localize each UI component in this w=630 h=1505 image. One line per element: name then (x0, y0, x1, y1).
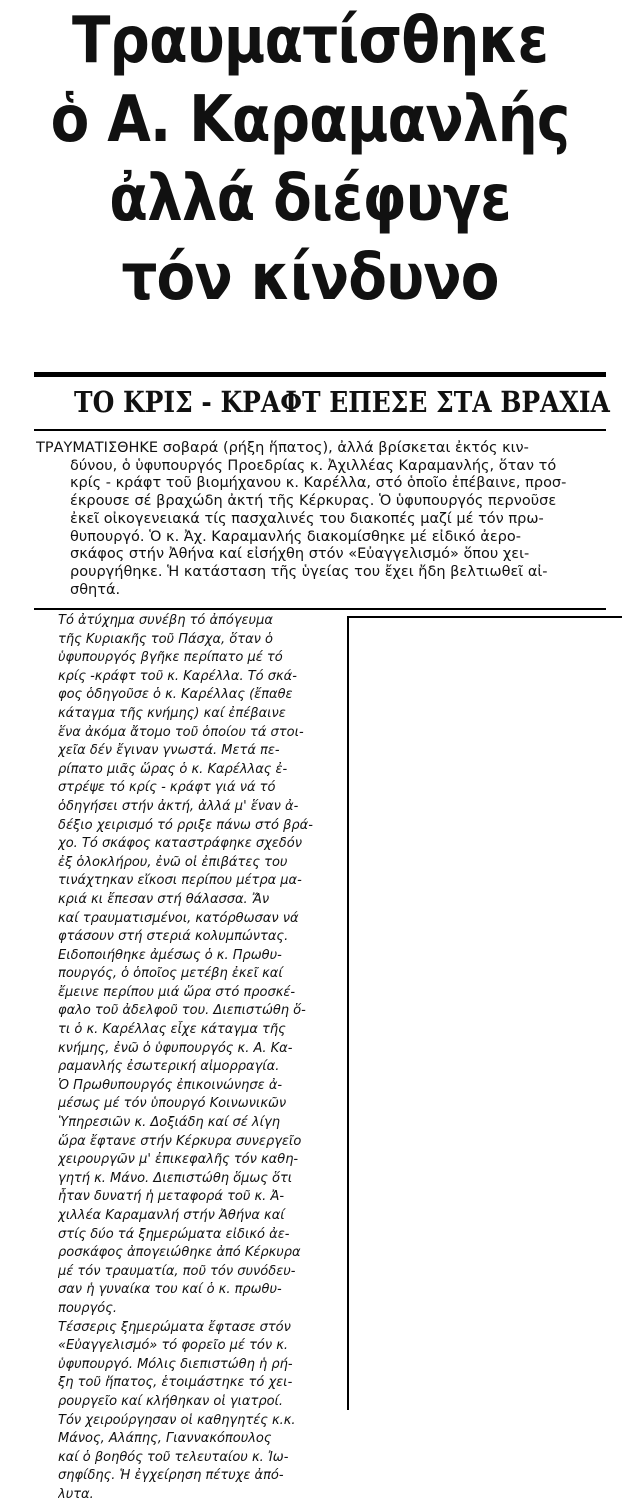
body-line: σηφίδης. Ἡ ἐγχείρηση πέτυχε ἀπό- (58, 1468, 284, 1484)
body-line: ἕνα ἀκόμα ἄτομο τοῦ ὁποίου τά στοι- (58, 724, 304, 740)
body-line: ρουργεῖο καί κλήθηκαν οἱ γιατροί. (58, 1393, 284, 1409)
adjacent-column-border (347, 616, 622, 1410)
lead-paragraph (36, 440, 608, 599)
subheadline: ΤΟ ΚΡΙΣ - ΚΡΑΦΤ ΕΠΕΣΕ ΣΤΑ ΒΡΑΧΙΑ (74, 385, 610, 419)
headline (46, 2, 574, 318)
body-line: ἔμεινε περίπου μιά ὥρα στό προσκέ- (58, 984, 296, 1000)
body-line: φαλο τοῦ ἀδελφοῦ του. Διεπιστώθη ὅ- (58, 1003, 306, 1019)
section-rule (34, 608, 606, 610)
headline-line: Τραυματίσθηκε (71, 4, 549, 78)
body-line: Τέσσερις ξημερώματα ἔφτασε στόν (58, 1319, 291, 1335)
body-line: χεῖα δέν ἔγιναν γνωστά. Μετά πε- (58, 743, 280, 759)
body-line: Ὑπηρεσιῶν κ. Δοξιάδη καί σέ λίγη (58, 1115, 280, 1131)
body-line: σαν ἡ γυναίκα του καί ὁ κ. πρωθυ- (58, 1282, 282, 1298)
body-line: Ὁ Πρωθυπουργός ἐπικοινώνησε ἀ- (58, 1077, 283, 1093)
body-column (58, 612, 338, 1505)
body-line: στίς δύο τά ξημερώματα εἰδικό ἀε- (58, 1226, 290, 1242)
body-line: πουργός, ὁ ὁποῖος μετέβη ἐκεῖ καί (58, 966, 283, 982)
body-line: μέ τόν τραυματία, ποῦ τόν συνόδευ- (58, 1263, 296, 1279)
body-line: ἦταν δυνατή ἡ μεταφορά τοῦ κ. Ἀ- (58, 1189, 285, 1205)
body-line: δέξιο χειρισμό τό ρριξε πάνω στό βρά- (58, 817, 313, 833)
lead-line: ΤΡΑΥΜΑΤΙΣΘΗΚΕ σοβαρά (ρήξη ἥπατος), ἀλλά βρίσκεται ἐκτός κιν- (36, 440, 529, 456)
lead-line: έκρουσε σέ βραχώδη ἀκτή τῆς Κέρκυρας. Ὁ ὑφυπουργός περνοῦσε (70, 493, 557, 510)
body-line: ξη τοῦ ἥπατος, ἑτοιμάστηκε τό χει- (58, 1375, 293, 1391)
subheadline-rule (34, 429, 606, 431)
body-line: φτάσουν στή στεριά κολυμπώντας. (58, 929, 289, 945)
body-line: κάταγμα τῆς κνήμης) καί ἐπέβαινε (58, 705, 286, 721)
body-line: τῆς Κυριακῆς τοῦ Πάσχα, ὅταν ὁ (58, 631, 274, 647)
lead-line: δύνου, ὁ ὑφυπουργός Προεδρίας κ. Ἀχιλλέας Καραμανλής, ὅταν τό (70, 457, 557, 474)
lead-line: ἐκεῖ οἰκογενειακά τίς πασχαλινές του διακοπές μαζί μέ τόν πρω- (70, 510, 544, 527)
body-line: ἐξ ὁλοκλήρου, ἐνῶ οἱ ἐπιβάτες του (58, 854, 288, 870)
body-line: ὑφυπουργό. Μόλις διεπιστώθη ἡ ρή- (58, 1356, 293, 1372)
body-line: «Εὐαγγελισμό» τό φορεῖο μέ τόν κ. (58, 1338, 289, 1354)
headline-line: ὁ Α. Καραμανλής (50, 83, 570, 157)
body-line: λυτα. (58, 1486, 94, 1502)
body-line: πουργός. (58, 1300, 117, 1316)
body-line: μέσως μέ τόν ὑπουργό Κοινωνικῶν (58, 1096, 287, 1112)
body-line: ὁδηγήσει στήν ἀκτή, ἀλλά μ' ἕναν ἀ- (58, 798, 299, 814)
body-line: τι ὁ κ. Καρέλλας εἶχε κάταγμα τῆς (58, 1022, 286, 1038)
body-line: στρέψε τό κρίς - κράφτ γιά νά τό (58, 780, 276, 796)
body-line: κνήμης, ἐνῶ ὁ ὑφυπουργός κ. Α. Κα- (58, 1040, 293, 1056)
lead-line: σκάφος στήν Ἀθήνα καί εἰσήχθη στόν «Εὐαγγελισμό» ὅπου χει- (70, 546, 530, 563)
body-line: καί τραυματισμένοι, κατόρθωσαν νά (58, 910, 299, 926)
body-line: ροσκάφος ἀπογειώθηκε ἀπό Κέρκυρα (58, 1245, 301, 1261)
lead-line: ρουργήθηκε. Ἡ κατάσταση τῆς ὑγείας του ἔχει ἤδη βελτιωθεῖ αἰ- (70, 563, 548, 580)
body-line: κριά κι ἔπεσαν στή θάλασσα. Ἄν (58, 891, 270, 907)
headline-line: τόν κίνδυνο (121, 241, 499, 315)
body-line: κρίς -κράφτ τοῦ κ. Καρέλλα. Τό σκά- (58, 668, 297, 684)
body-line: χο. Τό σκάφος καταστράφηκε σχεδόν (58, 836, 302, 852)
lead-line: σθητά. (70, 581, 121, 598)
body-line: τινάχτηκαν εἴκοσι περίπου μέτρα μα- (58, 873, 302, 889)
body-line: ὥρα ἔφτανε στήν Κέρκυρα συνεργεῖο (58, 1133, 302, 1149)
body-line: Τό ἀτύχημα συνέβη τό ἀπόγευμα (58, 613, 273, 628)
headline-line: ἀλλά διέφυγε (109, 162, 511, 236)
top-rule (34, 372, 606, 377)
lead-line: κρίς - κράφτ τοῦ βιομήχανου κ. Καρέλλα, στό ὁποῖο ἐπέβαινε, προσ- (70, 475, 567, 492)
body-line: γητή κ. Μάνο. Διεπιστώθη ὅμως ὅτι (58, 1170, 293, 1186)
lead-line: θυπουργό. Ὁ κ. Ἀχ. Καραμανλής διακομίσθηκε μέ εἰδικό ἀερο- (70, 528, 521, 545)
body-line: καί ὁ βοηθός τοῦ τελευταίου κ. Ἰω- (58, 1449, 289, 1465)
body-line: Ειδοποιήθηκε ἀμέσως ὁ κ. Πρωθυ- (58, 947, 282, 963)
body-line: χειρουργῶν μ' ἐπικεφαλῆς τόν καθη- (58, 1152, 299, 1168)
body-line: ραμανλής ἐσωτερική αἱμορραγία. (58, 1059, 280, 1075)
body-line: ὑφυπουργός βγῆκε περίπατο μέ τό (58, 650, 283, 666)
body-line: Τόν χειρούργησαν οἱ καθηγητές κ.κ. (58, 1412, 296, 1428)
body-line: ρίπατο μιᾶς ὥρας ὁ κ. Καρέλλας ἐ- (58, 761, 288, 777)
body-line: φος ὁδηγοῦσε ὁ κ. Καρέλλας (ἔπαθε (58, 687, 293, 703)
body-line: Μάνος, Αλάπης, Γιαννακόπουλος (58, 1431, 272, 1447)
body-line: χιλλέα Καραμανλή στήν Ἀθήνα καί (58, 1208, 285, 1223)
